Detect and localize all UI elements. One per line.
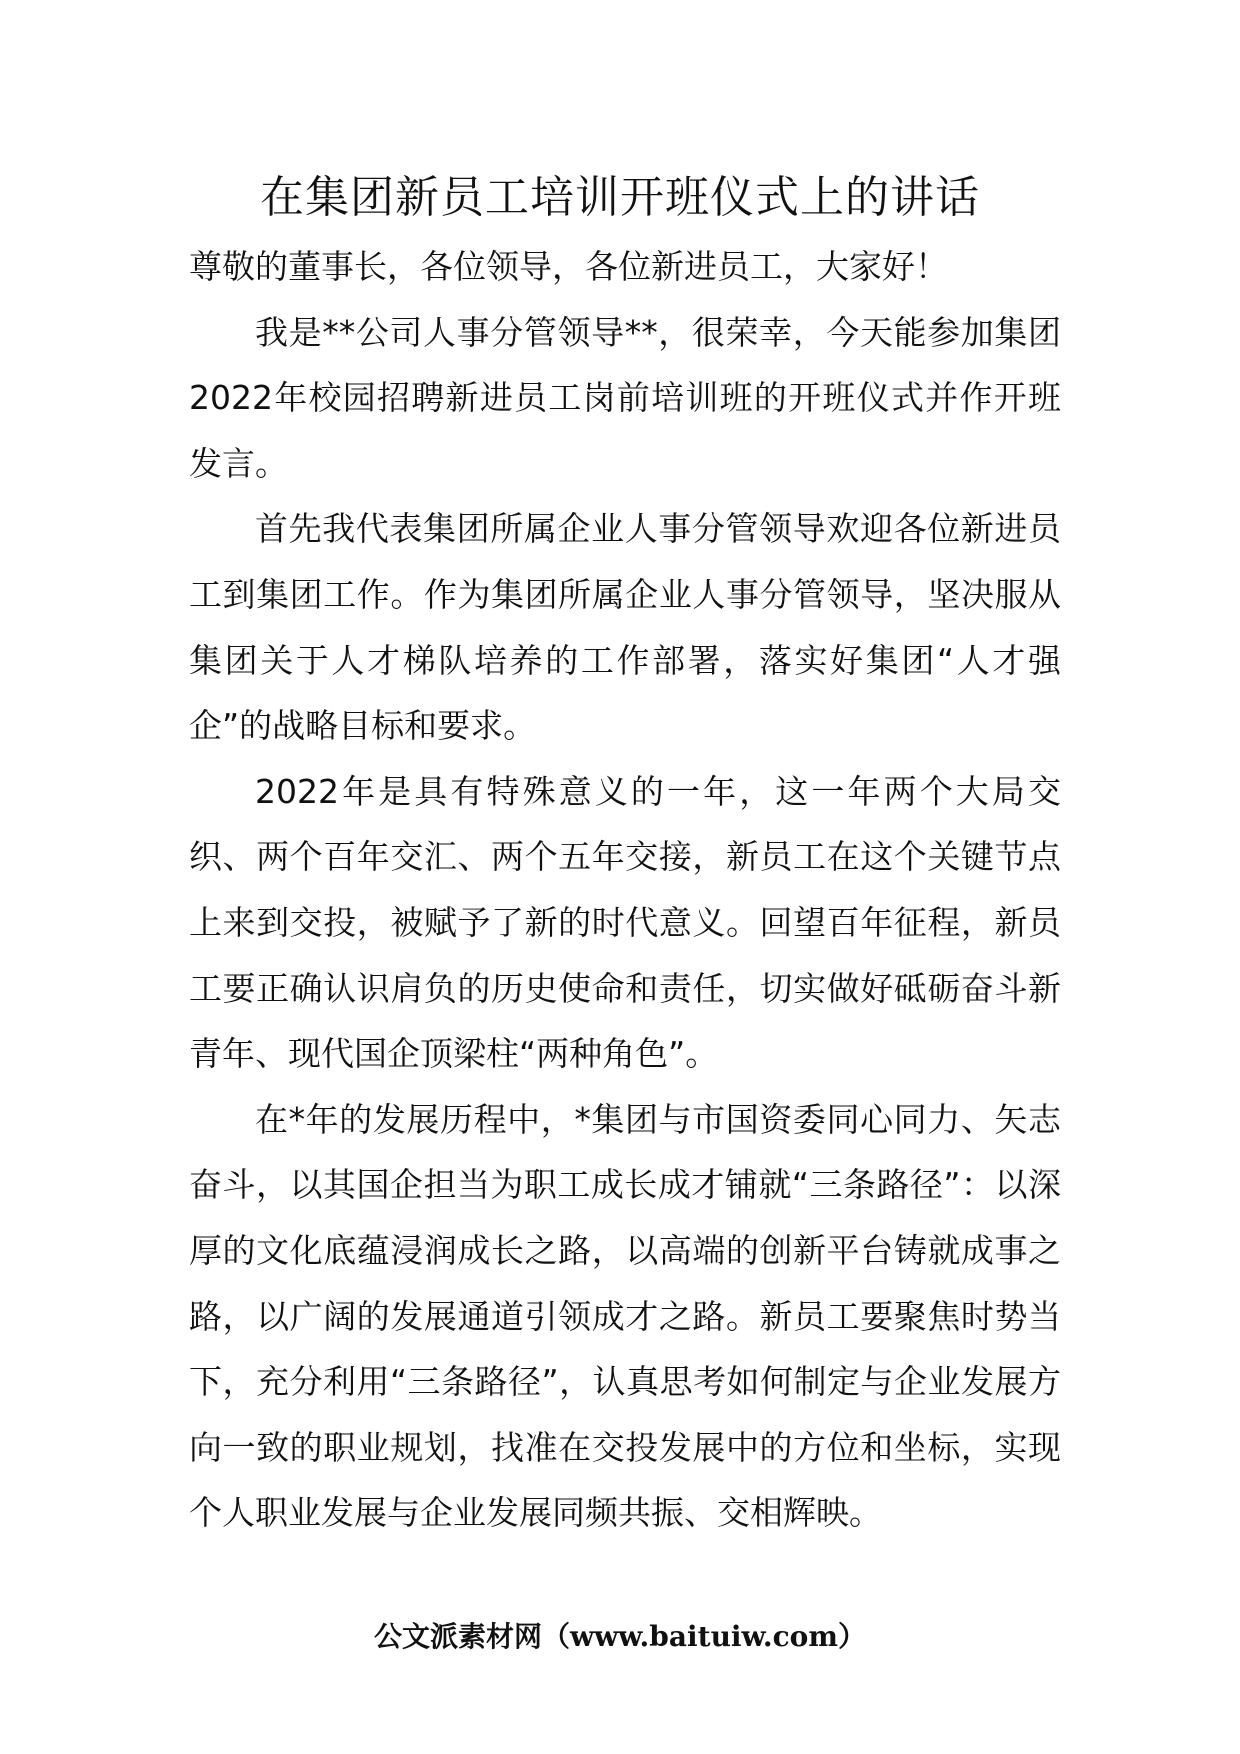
salutation: 尊敬的董事长，各位领导，各位新进员工，大家好！ (189, 247, 948, 286)
document-title: 在集团新员工培训开班仪式上的讲话 (260, 172, 980, 223)
paragraph-2: 首先我代表集团所属企业人事分管领导欢迎各位新进员工到集团工作。作为集团所属企业人事分管领导，坚决服从集团关于人才梯队培养的工作部署，落实好集团“人才强企”的战略目标和要求。 (189, 509, 1061, 746)
document-body (189, 234, 1061, 1546)
footer-watermark: 公文派素材网（www.baituiw.com） (374, 1620, 866, 1653)
paragraph-3: 2022年是具有特殊意义的一年，这一年两个大局交织、两个百年交汇、两个五年交接，新员工在这个关键节点上来到交投，被赋予了新的时代意义。回望百年征程，新员工要正确认识肩负的历史使命和责任，切实做好砥砺奋斗新青年、现代国企顶梁柱“两种角色”。 (189, 771, 1061, 1074)
paragraph-4: 在*年的发展历程中，*集团与市国资委同心同力、矢志奋斗，以其国企担当为职工成长成才铺就“三条路径”：以深厚的文化底蕴浸润成长之路，以高端的创新平台铸就成事之路，以广阔的发展通道引领成才之路。新员工要聚焦时势当下，充分利用“三条路径”，认真思考如何制定与企业发展方向一致的职业规划，找准在交投发展中的方位和坐标，实现个人职业发展与企业发展同频共振、交相辉映。 (189, 1099, 1061, 1533)
paragraph-1: 我是**公司人事分管领导**，很荣幸，今天能参加集团2022年校园招聘新进员工岗前培训班的开班仪式并作开班发言。 (189, 312, 1061, 483)
